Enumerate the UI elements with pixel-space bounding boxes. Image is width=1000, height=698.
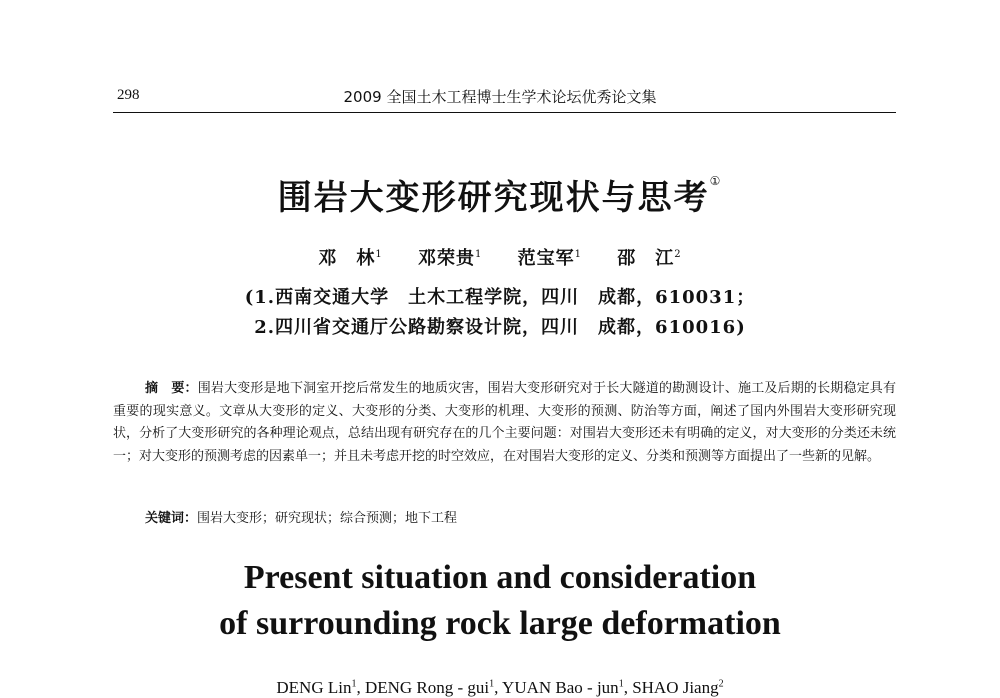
chinese-title-text: 围岩大变形研究现状与思考	[277, 178, 710, 218]
author-cn: 范宝军$^1$	[517, 248, 583, 269]
chinese-title	[0, 170, 1000, 219]
author-en: YUAN Bao - jun$^1$	[502, 678, 624, 697]
chinese-authors	[0, 244, 1000, 270]
header-rule	[113, 112, 896, 113]
english-authors: DENG Lin$^1$, DENG Rong - gui$^1$, YUAN Bao - jun$^1$, SHAO Jiang$^2$	[276, 678, 724, 697]
abstract-label: 摘 要：	[145, 381, 198, 396]
footnote-mark: ①	[709, 174, 723, 188]
author-en: SHAO Jiang$^2$	[632, 678, 724, 697]
author-cn: 邓荣贵$^1$	[417, 248, 483, 269]
author-en: DENG Rong - gui$^1$	[364, 678, 495, 697]
journal-title: 2009 全国土木工程博士生学术论坛优秀论文集	[343, 88, 657, 106]
english-title-line-1: Present situation and consideration	[243, 559, 757, 596]
english-title-line-2: of surrounding rock large deformation	[219, 605, 781, 642]
keywords	[145, 507, 457, 526]
keywords-label: 关键词：	[145, 511, 198, 526]
author-cn: 邵 江$^2$	[617, 248, 682, 269]
page-number: 298	[117, 87, 140, 103]
affiliation-line-1: (1.西南交通大学 土木工程学院，四川 成都，610031；	[244, 287, 756, 308]
author-cn: 邓 林$^1$	[318, 248, 383, 269]
affiliation-line-2: 2.四川省交通厅公路勘察设计院，四川 成都，610016)	[254, 317, 746, 338]
abstract	[113, 378, 896, 468]
author-en: DENG Lin$^1$	[276, 678, 357, 697]
keywords-text: 围岩大变形；研究现状；综合预测；地下工程	[197, 511, 458, 526]
abstract-text: 围岩大变形是地下洞室开挖后常发生的地质灾害，围岩大变形研究对于长大隧道的勘测设计、施工及后期的长期稳定具有重要的现实意义。文章从大变形的定义、大变形的分类、大变形的机理、大变形的预测、防治等方面，阐述了国内外围岩大变形研究现状，分析了大变形研究的各种理论观点，总结出现有研究存在的几个主要问题：对围岩大变形还未有明确的定义，对大变形的分类还未统一；对大变形的预测考虑的因素单一；并且未考虑开挖的时空效应，在对围岩大变形的定义、分类和预测等方面提出了一些新的见解。	[113, 381, 896, 464]
